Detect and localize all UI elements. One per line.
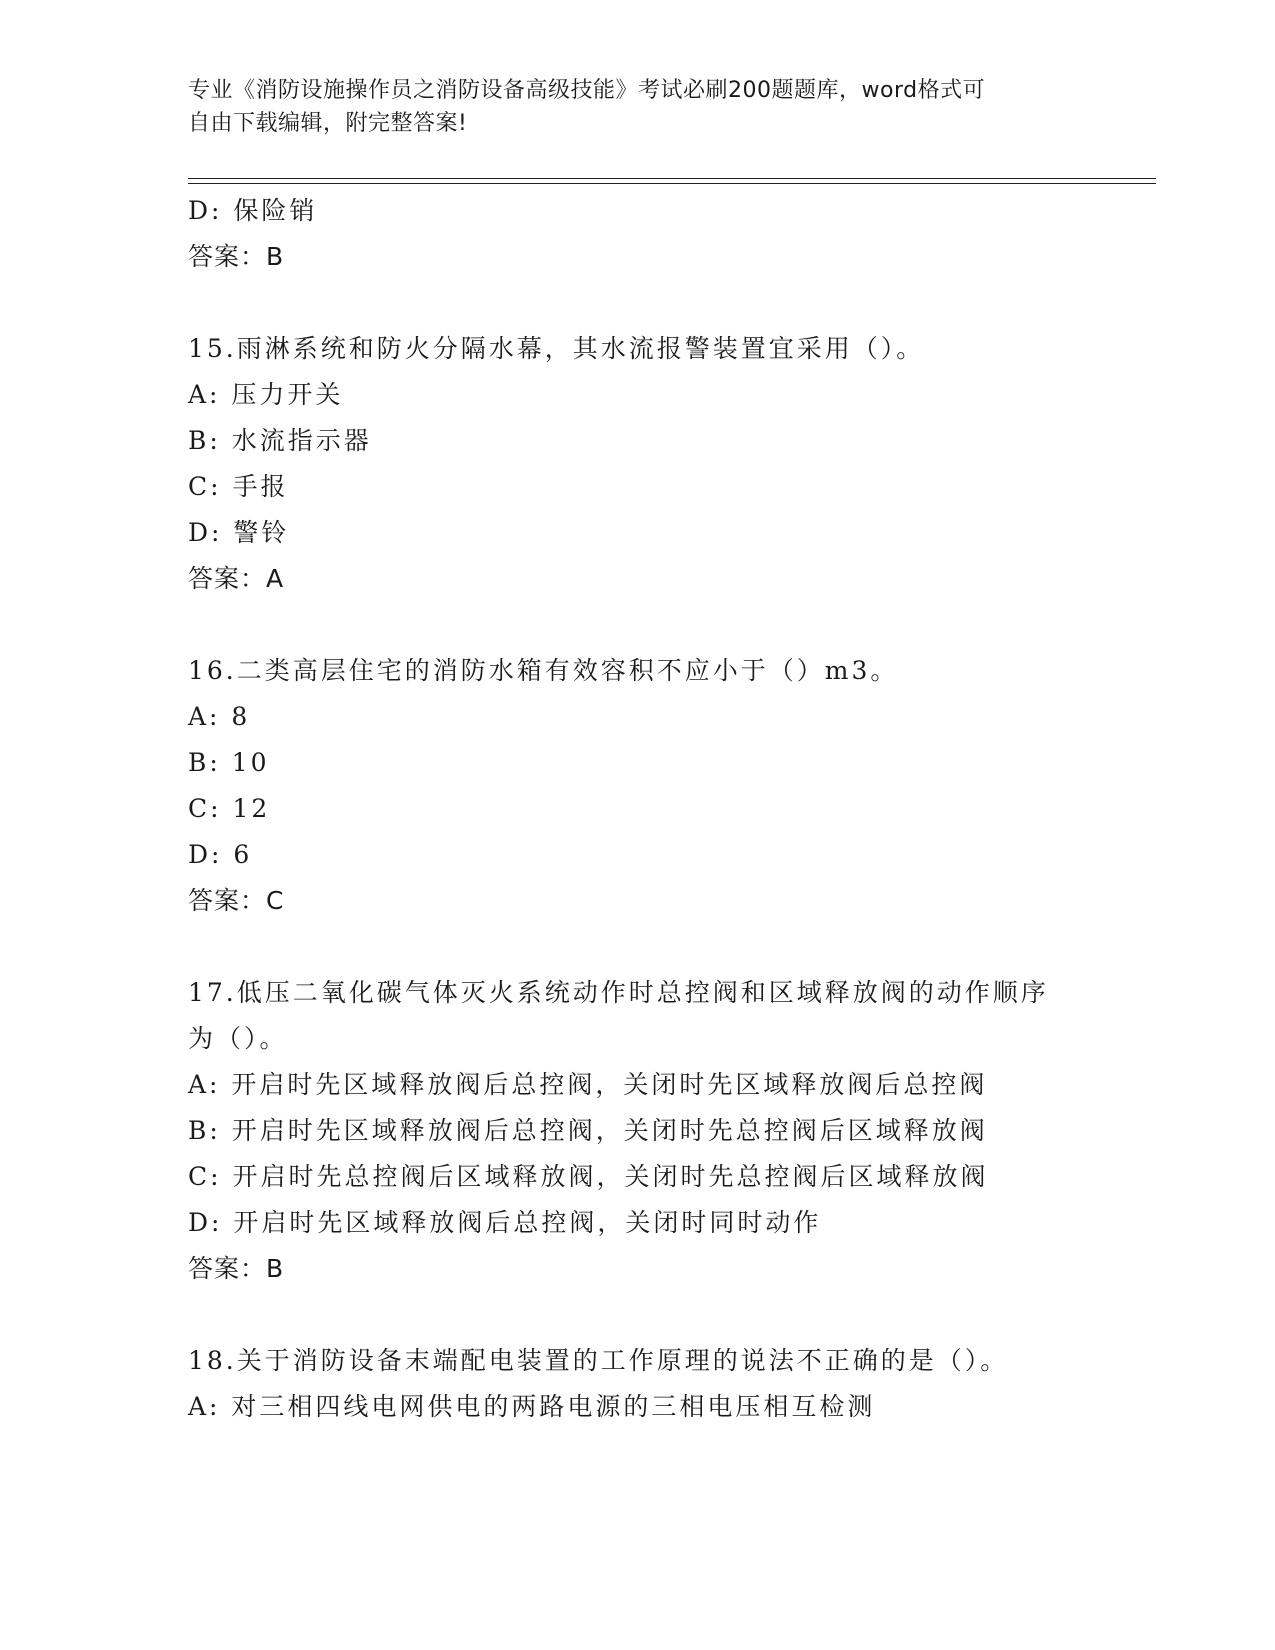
header-divider-bottom	[188, 183, 1156, 184]
question-text: 18.关于消防设备末端配电装置的工作原理的说法不正确的是（）。	[188, 1346, 1009, 1375]
option-a: A: 8	[188, 702, 251, 731]
option-d: D: 开启时先区域释放阀后总控阀，关闭时同时动作	[188, 1208, 822, 1237]
option-a: A: 开启时先区域释放阀后总控阀，关闭时先区域释放阀后总控阀	[188, 1070, 988, 1099]
previous-question-tail	[188, 188, 1088, 280]
question-text-line-2: 为（）。	[188, 1024, 288, 1053]
option-d: D: 保险销	[188, 196, 318, 225]
question-text: 16.二类高层住宅的消防水箱有效容积不应小于（）m3。	[188, 656, 899, 685]
option-b: B: 水流指示器	[188, 426, 372, 455]
option-b: B: 开启时先区域释放阀后总控阀，关闭时先总控阀后区域释放阀	[188, 1116, 988, 1145]
answer: 答案：A	[188, 564, 285, 593]
option-d: D: 6	[188, 840, 253, 869]
question-list	[188, 188, 1088, 1430]
option-c: C: 12	[188, 794, 271, 823]
question-18	[188, 1338, 1088, 1430]
question-text-line-1: 17.低压二氧化碳气体灭火系统动作时总控阀和区域释放阀的动作顺序	[188, 978, 1049, 1007]
question-15	[188, 326, 1088, 602]
option-c: C: 手报	[188, 472, 289, 501]
question-text: 15.雨淋系统和防火分隔水幕，其水流报警装置宜采用（）。	[188, 334, 925, 363]
answer: 答案：B	[188, 242, 285, 271]
option-d: D: 警铃	[188, 518, 290, 547]
question-16	[188, 648, 1088, 924]
option-b: B: 10	[188, 748, 270, 777]
option-a: A: 对三相四线电网供电的两路电源的三相电压相互检测	[188, 1392, 876, 1421]
option-c: C: 开启时先总控阀后区域释放阀，关闭时先总控阀后区域释放阀	[188, 1162, 989, 1191]
question-17	[188, 970, 1088, 1292]
header-line-1: 专业《消防设施操作员之消防设备高级技能》考试必刷200题题库，word格式可	[188, 78, 986, 103]
header-divider-top	[188, 178, 1156, 179]
document-header	[188, 74, 1088, 140]
header-line-2: 自由下载编辑，附完整答案!	[188, 111, 468, 136]
option-a: A: 压力开关	[188, 380, 344, 409]
answer: 答案：C	[188, 886, 285, 915]
answer: 答案：B	[188, 1254, 285, 1283]
